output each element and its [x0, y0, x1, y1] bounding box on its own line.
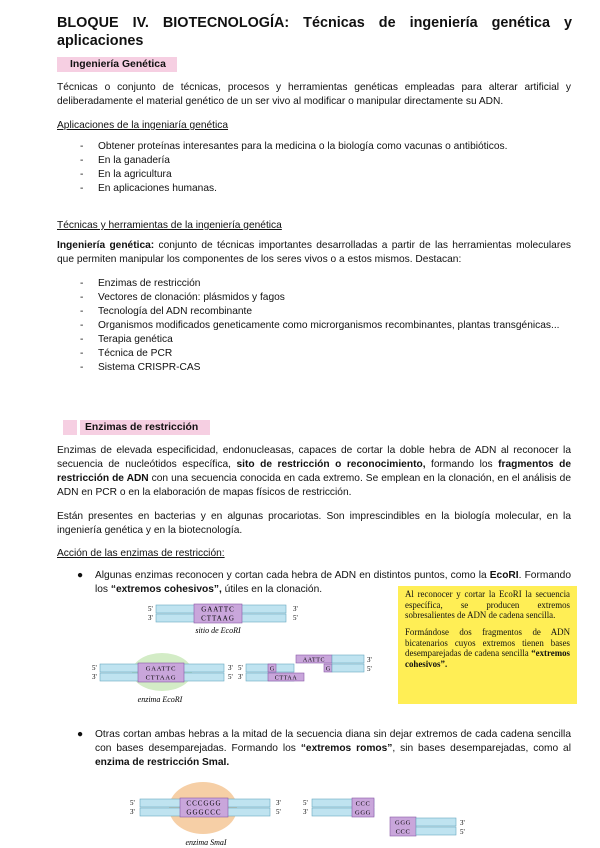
fragment-seq: CCC: [395, 828, 411, 836]
strand-5-label: 5': [293, 614, 298, 622]
bold-term: enzima de restricción SmaI.: [95, 756, 230, 768]
list-item: - Tecnología del ADN recombinante: [80, 305, 560, 319]
site-seq-top: GAATTC: [201, 605, 235, 614]
fragment-right-bottom: [332, 664, 364, 672]
section-heading-ingenieria: Ingeniería Genética: [70, 59, 166, 70]
text-span: formando los: [425, 458, 499, 470]
site-seq-top: GAATTC: [145, 665, 177, 673]
list-item: - En la ganadería: [80, 154, 560, 168]
action-heading: Acción de las enzimas de restricción:: [57, 548, 225, 559]
fragment-seq: CCC: [355, 800, 371, 808]
list-item: - Enzimas de restricción: [80, 277, 560, 291]
list-item: - Vectores de clonación: plásmidos y fagos: [80, 291, 560, 305]
text-span: útiles en la clonación.: [221, 583, 323, 595]
bold-term: sito de restricción o reconocimiento,: [236, 458, 426, 470]
text-span: Otras cortan ambas hebras a la mitad de la secuencia diana sin dejar extremos de cada cadena sencilla con bases desemparejadas. Formando los: [95, 729, 571, 754]
fragment-seq: GGG: [395, 819, 411, 827]
section-band: [63, 420, 77, 435]
list-item: - Sistema CRISPR-CAS: [80, 361, 560, 375]
techniques-list: [80, 277, 560, 376]
site-seq-bottom: CTTAAG: [145, 674, 177, 682]
list-item: - Terapia genética: [80, 333, 560, 347]
list-item: - En la agricultura: [80, 168, 560, 182]
strand-5-label: 5': [92, 664, 97, 672]
strand-3-label: 3': [238, 673, 243, 681]
enzymes-paragraph-2: Están presentes en bacterias y en algunas procariotas. Son imprescindibles en la biología molecular, en la ingeniería genética y en la biotecnología.: [57, 511, 571, 536]
strand-5-label: 5': [148, 605, 153, 613]
section-heading-enzimas: Enzimas de restricción: [85, 422, 199, 433]
list-item: - En aplicaciones humanas.: [80, 182, 560, 196]
fragment-seq: G: [325, 666, 331, 673]
bullet-dot: ●: [77, 570, 84, 581]
strand-3-label: 3': [148, 614, 153, 622]
bullet-smai: [77, 728, 571, 770]
page-title: BLOQUE IV. BIOTECNOLOGÍA: Técnicas de ingeniería genética y aplicaciones: [57, 15, 572, 49]
site-seq-bottom: CTTAAG: [201, 614, 235, 623]
strand-3-label: 3': [303, 808, 308, 816]
strand-3-label: 3': [276, 799, 281, 807]
text-span: Formándose dos fragmentos de ADN bicatenarios cuyos extremos tienen bases desemparejadas de cadena sencilla: [405, 627, 570, 659]
strand-3-label: 3': [367, 656, 372, 664]
site-seq-top: CCCGGG: [186, 799, 222, 808]
bullet-dot: ●: [77, 729, 84, 740]
fragment-right-top: [332, 655, 364, 663]
fragment-seq: G: [269, 666, 275, 673]
note-paragraph: [405, 627, 570, 670]
text-span: Algunas enzimas reconocen y cortan cada hebra de ADN en distintos puntos, como la: [95, 570, 490, 581]
strand-3-label: 3': [92, 673, 97, 681]
intro-paragraph: Técnicas o conjunto de técnicas, procesos y herramientas genéticas empleadas para alterar artificial y deliberadamente el material genético de un ser vivo al modificar o manipular directamente su ADN.: [57, 82, 571, 107]
enzymes-paragraph-1: [57, 444, 571, 500]
ecori-note-box: [398, 586, 577, 704]
applications-heading: Aplicaciones de la ingeniaría genética: [57, 120, 229, 131]
ecori-diagram: [90, 600, 390, 712]
bold-term: “extremos cohesivos”.: [405, 648, 570, 670]
strand-5-label: 5': [238, 664, 243, 672]
list-item: - Obtener proteínas interesantes para la medicina o la biología como vacunas o antibióticos.: [80, 140, 560, 154]
definition-term: Ingeniería genética:: [57, 240, 155, 251]
site-label: sitio de EcoRI: [195, 626, 241, 635]
strand-5-label: 5': [130, 799, 135, 807]
note-paragraph: Al reconocer y cortar la EcoRI la secuencia específica, se producen extremos sobresalientes de ADN de cadena sencilla.: [405, 589, 570, 621]
fragment-seq: AATTC: [302, 657, 326, 664]
strand-5-label: 5': [367, 665, 372, 673]
strand-3-label: 3': [460, 819, 465, 827]
fragment-right-top: [416, 818, 456, 826]
section-band: [57, 57, 65, 72]
strand-3-label: 3': [228, 664, 233, 672]
enzyme-label: enzima SmaI: [185, 838, 227, 847]
applications-list: [80, 140, 560, 196]
strand-5-label: 5': [276, 808, 281, 816]
smai-diagram: [128, 780, 488, 848]
strand-5-label: 5': [228, 673, 233, 681]
text-span: Enzimas de elevada especificidad, endonucleasas, capaces de cortar la doble hebra de ADN al reconocer la secuencia de nucleótidos específica,: [57, 445, 571, 470]
techniques-heading: Técnicas y herramientas de la ingeniería genética: [57, 220, 282, 231]
strand-3-label: 3': [293, 605, 298, 613]
text-span: . Formando los: [95, 570, 572, 595]
list-item: - Técnica de PCR: [80, 347, 560, 361]
text-span: , sin bases desemparejadas, como al: [392, 742, 571, 754]
fragment-seq: CTTAA: [274, 675, 298, 682]
fragment-seq: GGG: [355, 809, 371, 817]
definition-text: conjunto de técnicas importantes desarrolladas a partir de las herramientas moleculares que permiten manipular los componentes de los seres vivos o a estos mismos. Destacan:: [57, 240, 571, 265]
strand-5-label: 5': [460, 828, 465, 836]
bullet-text: [80, 728, 571, 770]
definition-paragraph: [57, 239, 571, 267]
list-item: - Organismos modificados geneticamente como microrganismos recombinantes, plantas transgénicas...: [80, 319, 560, 333]
strand-5-label: 5': [303, 799, 308, 807]
bold-term: “extremos cohesivos”,: [110, 583, 222, 595]
bold-term: EcoRI: [489, 570, 519, 581]
site-seq-bottom: GGGCCC: [186, 808, 222, 817]
fragment-right-bottom: [416, 827, 456, 835]
bold-term: “extremos romos”: [300, 742, 393, 754]
enzyme-label: enzima EcoRI: [137, 695, 183, 704]
strand-3-label: 3': [130, 808, 135, 816]
bold-term: fragmentos de restricción de ADN: [57, 458, 571, 484]
text-span: con una secuencia conocida en cada extremo. Se emplean en la clonación, en el análisis de ADN en PCR o en la elaboración de mapas físicos de restricción.: [57, 472, 571, 498]
